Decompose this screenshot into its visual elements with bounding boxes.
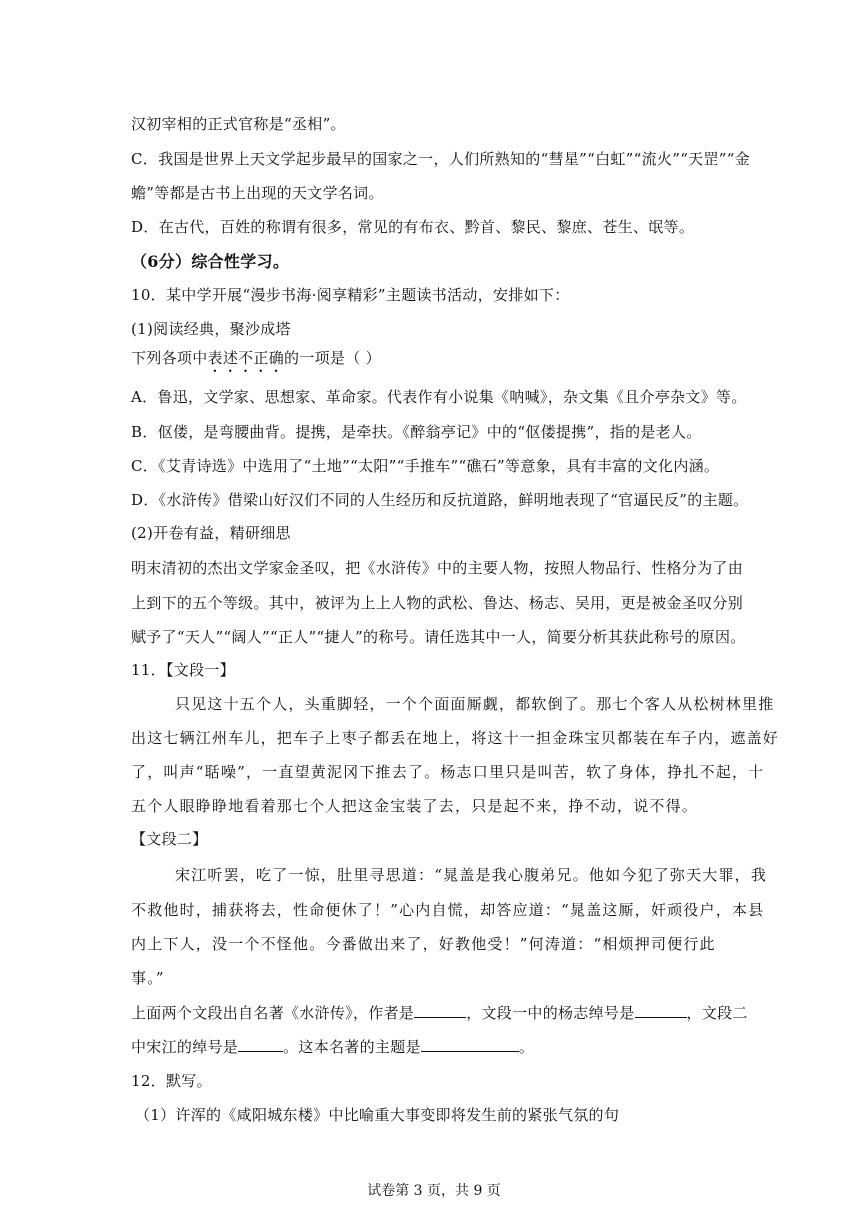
passage-line: 只见这十五个人，头重脚轻，一个个面面厮觑，都软倒了。那七个客人从松树林里推 (175, 695, 775, 713)
question-11: 11．【文段一】 (131, 661, 235, 679)
prompt-start: 下列各项中 (131, 349, 208, 367)
passage-heading: 【文段二】 (131, 830, 208, 848)
option-d-text: D．在古代，百姓的称谓有很多，常见的有布衣、黔首、黎民、黎庶、苍生、氓等。 (131, 218, 695, 236)
text-line: 赋予了“天人”“阔人”“正人”“捷人”的称号。请任选其中一人，简要分析其获此称号的原因。 (131, 628, 746, 646)
answer-blank[interactable] (635, 1003, 687, 1018)
text-line: 蟾”等都是古书上出现的天文学名词。 (131, 184, 384, 202)
passage-line: 了，叫声“聒噪”，一直望黄泥冈下推去了。杨志口里只是叫苦，软了身体，挣扎不起，十 (131, 763, 765, 781)
text-line: 上到下的五个等级。其中，被评为上上人物的武松、鲁达、杨志、吴用，更是被金圣叹分别 (131, 594, 744, 612)
question-12: 12．默写。 (131, 1072, 212, 1090)
fill-in-question (131, 1036, 534, 1057)
subquestion-1: （1）许浑的《咸阳城东楼》中比喻重大事变即将发生前的紧张气氛的句 (135, 1106, 620, 1124)
question-text: 。 (518, 1038, 535, 1056)
passage-line: 五个人眼睁睁地看着那七个人把这金宝装了去，只是起不来，挣不动，说不得。 (131, 797, 699, 815)
prompt-end: 的一项是（ ） (284, 349, 381, 367)
option-a-text: A．鲁迅，文学家、思想家、革命家。代表作有小说集《呐喊》，杂文集《且介亭杂文》等。 (131, 388, 747, 406)
subquestion-2: (2)开卷有益，精研细思 (131, 524, 291, 542)
option-b-text: B．伛偻，是弯腰曲背。提携，是牵扶。《醉翁亭记》中的“伛偻提携”，指的是老人。 (131, 423, 702, 441)
passage-line: 出这七辆江州车儿，把车子上枣子都丢在地上，将这十一担金珠宝贝都装在车子内，遮盖好 (131, 729, 780, 747)
answer-blank[interactable] (421, 1037, 519, 1052)
passage-line: 宋江听罢，吃了一惊，肚里寻思道：“晁盖是我心腹弟兄。他如今犯了弥天大罪，我 (175, 866, 768, 884)
option-d-text: D．《水浒传》借梁山好汉们不同的人生经历和反抗道路，鲜明地表现了“官逼民反”的主题。 (131, 491, 749, 509)
passage-line: 不救他时，捕获将去，性命便休了！”心内自慌，却答应道：“晁盖这厮，奸顽役户，本县 (131, 901, 765, 919)
question-text: 中宋江的绰号是 (131, 1038, 239, 1056)
question-text: 上面两个文段出自名著《水浒传》，作者是 (131, 1004, 415, 1022)
option-c-text: C．我国是世界上天文学起步最早的国家之一，人们所熟知的“彗星”“白虹”“流火”“天罡”“金 (131, 150, 750, 168)
question-prompt (131, 347, 381, 376)
passage-line: 事。” (131, 969, 165, 987)
question-text: 。这本名著的主题是 (283, 1038, 421, 1056)
fill-in-question (131, 1002, 748, 1023)
page-footer: 试卷第 3 页，共 9 页 (367, 1183, 501, 1199)
question-text: ，文段一中的杨志绰号是 (466, 1004, 635, 1022)
question-10: 10．某中学开展“漫步书海·阅享精彩”主题读书活动，安排如下： (131, 286, 570, 304)
section-heading: （6分）综合性学习。 (131, 252, 290, 271)
answer-blank[interactable] (238, 1037, 283, 1052)
text-line: 明末清初的杰出文学家金圣叹，把《水浒传》中的主要人物，按照人物品行、性格分为了由 (131, 559, 744, 577)
option-c-text: C．《艾青诗选》中选用了“土地”“太阳”“手推车”“礁石”等意象，具有丰富的文化内涵。 (131, 457, 720, 475)
answer-blank[interactable] (414, 1003, 466, 1018)
passage-line: 内上下人，没一个不怪他。今番做出来了，好教他受！”何涛道：“相烦押司便行此 (131, 935, 716, 953)
subquestion-1: (1)阅读经典，聚沙成塔 (131, 320, 291, 338)
question-text: ，文段二 (686, 1004, 748, 1022)
text-line: 汉初宰相的正式官称是“丞相”。 (131, 115, 346, 133)
emphasized-text: 表述不正确 (207, 349, 285, 367)
